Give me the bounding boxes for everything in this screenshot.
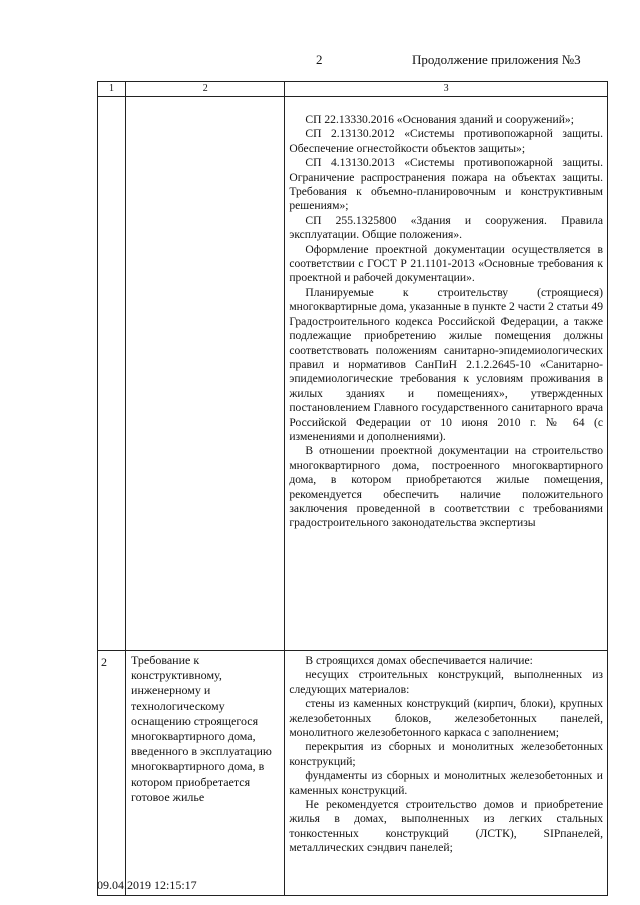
requirement-cell: Требование к конструктивному, инженерному и технологическому оснащению строящегося многоквартирного дома, введенного в эксплуатацию многоквартирного дома, в котором приобретается готовое жилье — [126, 651, 285, 896]
row-number-cell: 2 — [98, 651, 126, 896]
table-row — [98, 97, 608, 651]
appendix-continuation-label: Продолжение приложения №3 — [412, 52, 581, 67]
table-header-row — [98, 82, 608, 97]
paragraph: несущих строительных конструкций, выполненных из следующих материалов: — [289, 668, 603, 696]
paragraph: СП 4.13130.2013 «Системы противопожарной защиты. Ограничение распространения пожара на объектах защиты. Требования к объемно-планировочным и конструктивным решениям»; — [289, 156, 603, 213]
row-number-cell — [98, 97, 126, 651]
paragraph: В строящихся домах обеспечивается наличие: — [305, 654, 533, 667]
requirement-cell — [126, 97, 285, 651]
print-timestamp: 09.04.2019 12:15:17 — [97, 878, 197, 892]
paragraph: СП 255.1325800 «Здания и сооружения. Правила эксплуатации. Общие положения». — [289, 213, 603, 242]
description-cell — [285, 97, 608, 651]
requirements-table — [97, 81, 608, 896]
paragraph: перекрытия из сборных и монолитных железобетонных конструкций; — [289, 740, 603, 768]
page-number: 2 — [316, 52, 323, 67]
paragraph: Планируемые к строительству (строящиеся) многоквартирные дома, указанные в пункте 2 части 2 статьи 49 Градостроительного кодекса Российской Федерации, а также подлежащие приобретению жилые помещения должны соответствовать положениям санитарно-эпидемиологических правил и нормативов СанПиН 2.1.2.2645-10 «Санитарно-эпидемиологические требования к условиям проживания в жилых зданиях и помещениях», утвержденных постановлением Главного государственного санитарного врача Российской Федерации от 10 июня 2010 г. № 64 (с изменениями и дополнениями). — [289, 285, 603, 443]
paragraph: стены из каменных конструкций (кирпич, блоки), крупных железобетонных блоков, железобетонных панелей, монолитного железобетонного каркаса с заполнением; — [289, 697, 603, 740]
paragraph: СП 22.13330.2016 «Основания зданий и сооружений»; — [305, 113, 574, 126]
column-header-1: 1 — [98, 82, 126, 97]
table-row — [98, 651, 608, 896]
paragraph: В отношении проектной документации на строительство многоквартирного дома, построенного многоквартирного дома, в котором приобретаются жилые помещения, рекомендуется обеспечить наличие положительного заключения проведенной в соответствии с требованиями градостроительного законодательства экспертизы — [289, 444, 603, 530]
paragraph: СП 2.13130.2012 «Системы противопожарной защиты. Обеспечение огнестойкости объектов защиты»; — [289, 127, 603, 155]
description-cell — [285, 651, 608, 896]
paragraph: фундаменты из сборных и монолитных железобетонных и каменных конструкций. — [289, 769, 603, 797]
column-header-3: 3 — [285, 82, 608, 97]
paragraph: Не рекомендуется строительство домов и приобретение жилья в домах, выполненных из легких стальных тонкостенных конструкций (ЛСТК), SIPпанелей, металлических сэндвич панелей; — [289, 798, 603, 855]
column-header-2: 2 — [126, 82, 285, 97]
paragraph: Оформление проектной документации осуществляется в соответствии с ГОСТ Р 21.1101-2013 «Основные требования к проектной и рабочей документации». — [289, 242, 603, 285]
